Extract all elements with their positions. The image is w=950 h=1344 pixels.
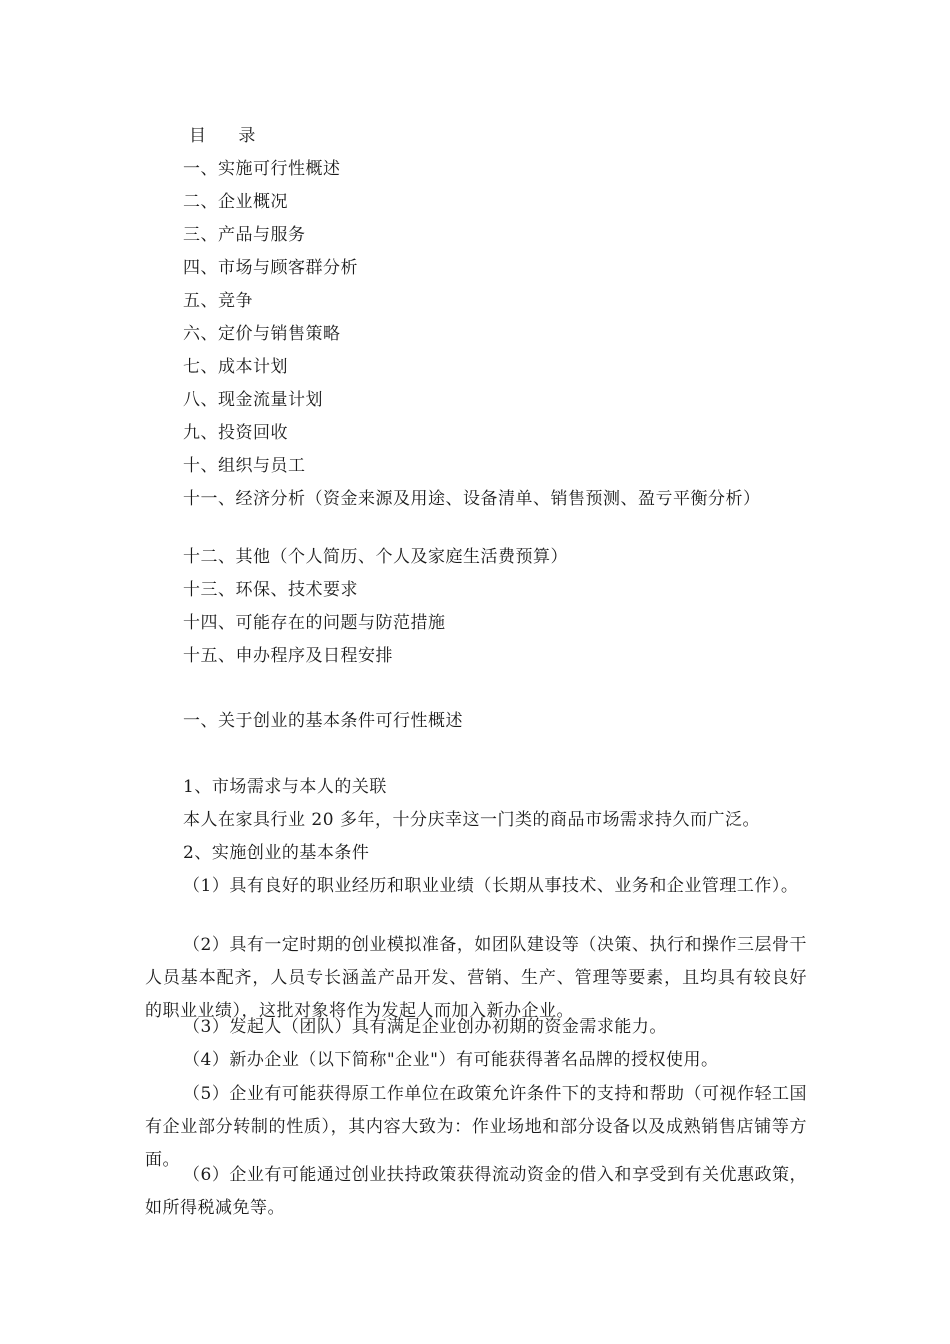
condition-item: （5）企业有可能获得原工作单位在政策允许条件下的支持和帮助（可视作轻工国有企业部分转制的性质），其内容大致为：作业场地和部分设备以及成熟销售店铺等方面。 [145, 1084, 807, 1170]
section-heading: 一、关于创业的基本条件可行性概述 [183, 711, 463, 731]
toc-item: 五、竞争 [183, 291, 253, 311]
toc-item: 十二、其他（个人简历、个人及家庭生活费预算） [183, 547, 568, 567]
toc-item: 十三、环保、技术要求 [183, 580, 358, 600]
condition-item: （3）发起人（团队）具有满足企业创办初期的资金需求能力。 [183, 1017, 667, 1037]
body-text: 本人在家具行业 20 多年，十分庆幸这一门类的商品市场需求持久而广泛。 [183, 810, 760, 830]
toc-item: 一、实施可行性概述 [183, 159, 341, 179]
condition-item: （2）具有一定时期的创业模拟准备，如团队建设等（决策、执行和操作三层骨干人员基本配齐，人员专长涵盖产品开发、营销、生产、管理等要素，且均具有较良好的职业业绩），这批对象将作为发起人而加入新办企业。 [145, 935, 807, 1021]
toc-item: 六、定价与销售策略 [183, 324, 341, 344]
toc-item: 九、投资回收 [183, 423, 288, 443]
toc-item: 四、市场与顾客群分析 [183, 258, 358, 278]
toc-item: 七、成本计划 [183, 357, 288, 377]
toc-item: 十四、可能存在的问题与防范措施 [183, 613, 446, 633]
toc-item: 十五、申办程序及日程安排 [183, 646, 393, 666]
subsection-heading: 2、实施创业的基本条件 [183, 843, 370, 863]
condition-item: （4）新办企业（以下简称"企业"）有可能获得著名品牌的授权使用。 [183, 1050, 719, 1070]
condition-item: （6）企业有可能通过创业扶持政策获得流动资金的借入和享受到有关优惠政策，如所得税减免等。 [145, 1165, 807, 1218]
toc-item: 三、产品与服务 [183, 225, 306, 245]
toc-item: 十、组织与员工 [183, 456, 306, 476]
condition-item: （1）具有良好的职业经历和职业业绩（长期从事技术、业务和企业管理工作）。 [183, 876, 799, 896]
toc-item: 十一、经济分析（资金来源及用途、设备清单、销售预测、盈亏平衡分析） [183, 489, 761, 509]
subsection-heading: 1、市场需求与本人的关联 [183, 777, 387, 797]
toc-title: 目 录 [189, 126, 256, 146]
toc-item: 二、企业概况 [183, 192, 288, 212]
toc-item: 八、现金流量计划 [183, 390, 323, 410]
